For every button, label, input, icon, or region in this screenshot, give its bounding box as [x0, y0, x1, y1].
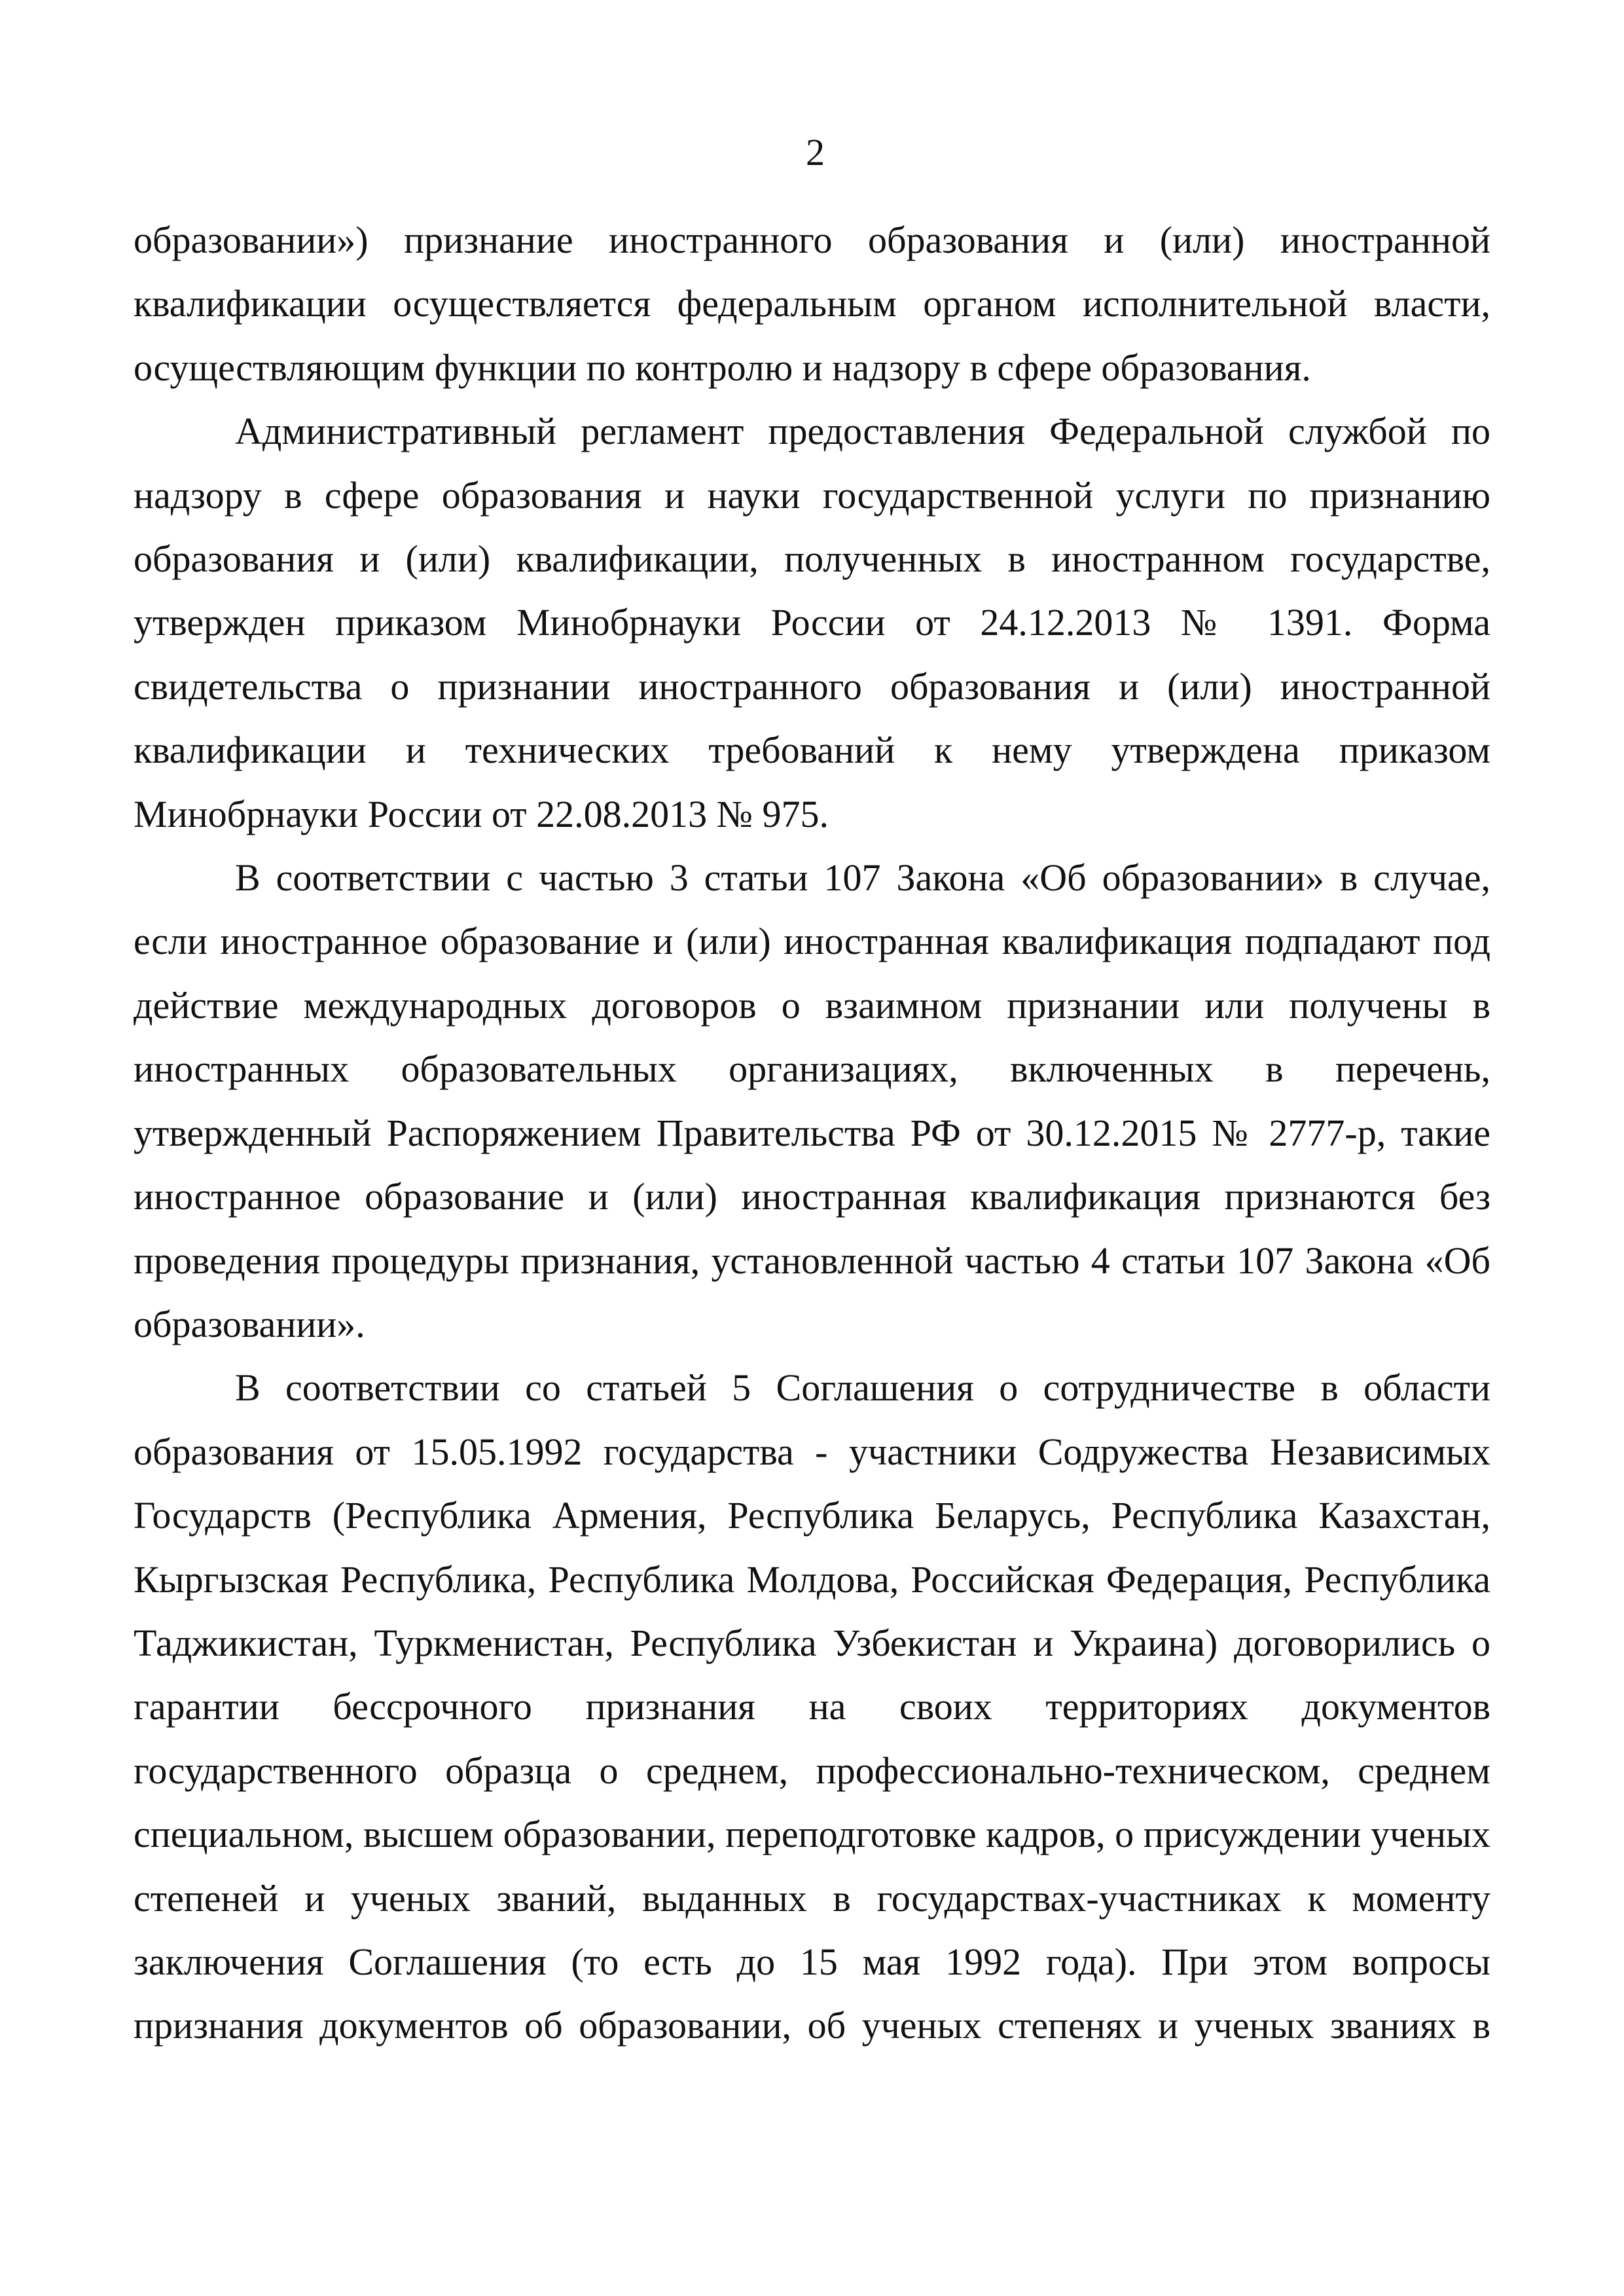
paragraph-2: Административный регламент предоставления Федеральной службой по надзору в сфере образования и науки государственной услуги по признанию образования и (или) квалификации, полученных в иностранном государстве, утвержден приказом Минобрнауки России от 24.12.2013 № 1391. Форма свидетельства о признании иностранного образования и (или) иностранной квалификации и технических требований к нему утверждена приказом Минобрнауки России от 22.08.2013 № 975. [134, 410, 1490, 835]
paragraph-4: В соответствии со статьей 5 Соглашения о сотрудничестве в области образования от 15.05.1992 государства - участники Содружества Независимых Государств (Республика Армения, Республика Беларусь, Республика Казахстан, Кыргызская Республика, Республика Молдова, Российская Федерация, Республика Таджикистан, Туркменистан, Республика Узбекистан и Украина) договорились о гарантии бессрочного признания на своих территориях документов государственного образца о среднем, профессионально-техническом, среднем специальном, высшем образовании, переподготовке кадров, о присуждении ученых степеней и ученых званий, выданных в государствах-участниках к моменту заключения Соглашения (то есть до 15 мая 1992 года). При этом вопросы признания документов об образовании, об ученых степенях и ученых званиях в [134, 1366, 1490, 2047]
page-number: 2 [806, 131, 825, 173]
paragraph-1: образовании») признание иностранного образования и (или) иностранной квалификации осуществляется федеральным органом исполнительной власти, осуществляющим функции по контролю и надзору в сфере образования. [134, 219, 1490, 389]
paragraph-3: В соответствии с частью 3 статьи 107 Закона «Об образовании» в случае, если иностранное образование и (или) иностранная квалификация подпадают под действие международных договоров о взаимном признании или получены в иностранных образовательных организациях, включенных в перечень, утвержденный Распоряжением Правительства РФ от 30.12.2015 № 2777-р, такие иностранное образование и (или) иностранная квалификация признаются без проведения процедуры признания, установленной частью 4 статьи 107 Закона «Об образовании». [134, 856, 1490, 1345]
document-body [134, 208, 1490, 2058]
